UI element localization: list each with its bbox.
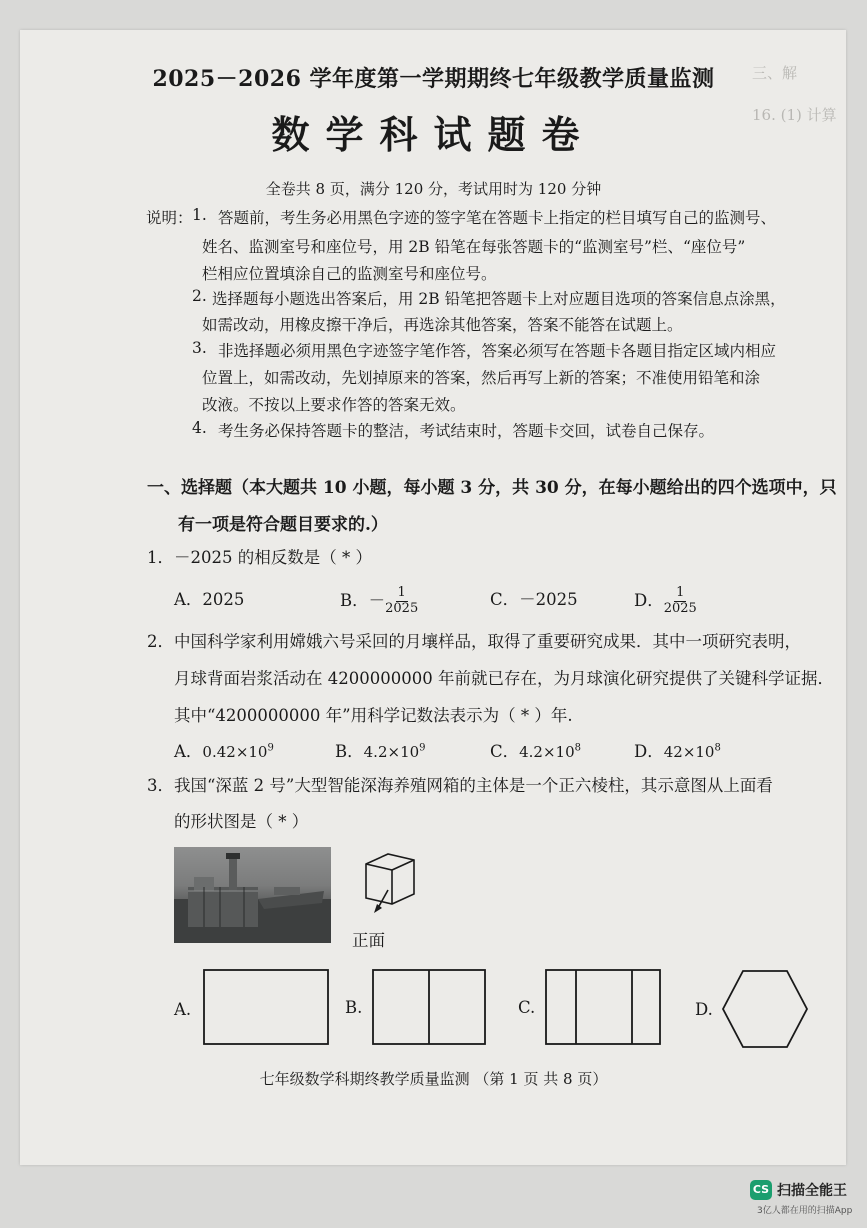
option-exponent: 8	[714, 742, 721, 754]
instruction-line: 非选择题必须用黑色字迹签字笔作答，答案必须写在答题卡各题目指定区域内相应	[218, 342, 777, 360]
instruction-line: 如需改动，用橡皮擦干净后，再选涂其他答案，答案不能答在试题上。	[202, 316, 683, 334]
page-footer: 七年级数学科期终教学质量监测 （第 1 页 共 8 页）	[259, 1070, 608, 1088]
fraction-numerator: 1	[676, 585, 685, 600]
question-2-line: 其中“4200000000 年”用科学记数法表示为（ * ）年.	[174, 706, 573, 725]
camscanner-tagline: 3亿人都在用的扫描App	[757, 1206, 853, 1216]
fraction-numerator: 1	[397, 585, 406, 600]
instruction-number: 1.	[192, 206, 207, 224]
fraction-denominator: 2025	[663, 600, 697, 616]
section-heading: 一、选择题（本大题共 10 小题，每小题 3 分，共 30 分，在每小题给出的四个选项中，只	[147, 478, 837, 498]
option-label: B．	[335, 742, 364, 761]
option-exponent: 9	[419, 742, 426, 754]
fraction-denominator: 2025	[385, 600, 419, 616]
q1-option-b-label: B．－	[340, 590, 386, 610]
q1-option-a: A．2025	[174, 590, 245, 609]
option-label: D．	[634, 742, 664, 761]
option-base: 4.2×10	[519, 743, 575, 761]
question-1-stem: 1．－2025 的相反数是（ * ）	[147, 548, 372, 567]
q1-option-b	[340, 586, 418, 617]
question-2-line: 月球背面岩浆活动在 4200000000 年前就已存在，为月球演化研究提供了关键科学证据．	[174, 669, 834, 688]
q3-option-b-label: B.	[345, 998, 363, 1017]
instruction-line: 选择题每小题选出答案后，用 2B 铅笔把答题卡上对应题目选项的答案信息点涂黑，	[212, 290, 786, 308]
q3-option-d-shape	[721, 968, 809, 1050]
q2-option-a	[174, 738, 274, 762]
option-exponent: 8	[574, 742, 582, 754]
subject-title: 数学科试题卷	[271, 112, 596, 157]
q1-option-d-fraction	[664, 586, 697, 617]
q2-option-b	[335, 738, 426, 762]
instruction-number: 2.	[192, 287, 207, 305]
question-3-line: 3．我国“深蓝 2 号”大型智能深海养殖网箱的主体是一个正六棱柱，其示意图从上面看	[147, 776, 773, 795]
option-base: 0.42×10	[202, 743, 268, 761]
aquaculture-cage-photo	[174, 847, 331, 943]
instruction-line: 改液。不按以上要求作答的答案无效。	[202, 396, 466, 414]
q2-option-d	[634, 738, 721, 762]
option-exponent: 9	[267, 742, 274, 754]
exam-meta: 全卷共 8 页，满分 120 分，考试用时为 120 分钟	[265, 180, 602, 198]
option-label: A．	[174, 742, 203, 761]
question-3-line: 的形状图是（ * ）	[174, 812, 309, 831]
option-label: C．	[490, 742, 520, 761]
q1-option-d	[634, 586, 697, 617]
instruction-number: 3.	[192, 339, 207, 357]
instruction-number: 4.	[192, 419, 207, 437]
instruction-line: 姓名、监测室号和座位号，用 2B 铅笔在每张答题卡的“监测室号”栏、“座位号”	[202, 238, 746, 256]
q1-option-d-label: D．	[634, 590, 664, 610]
q3-option-c-shape	[544, 968, 664, 1048]
q3-option-d-label: D.	[695, 1000, 713, 1019]
q1-option-b-fraction	[385, 586, 418, 617]
q3-option-c-label: C.	[518, 998, 536, 1017]
instruction-line: 栏相应位置填涂自己的监测室号和座位号。	[202, 265, 497, 283]
q1-option-c: C．－2025	[490, 590, 578, 609]
instruction-line: 答题前，考生务必用黑色字迹的签字笔在答题卡上指定的栏目填写自己的监测号、	[218, 209, 777, 227]
option-base: 42×10	[663, 743, 715, 761]
exam-title: 2025－2026 学年度第一学期期终七年级教学质量监测	[152, 66, 715, 92]
section-heading-cont: 有一项是符合题目要求的.）	[178, 515, 388, 535]
instructions-label: 说明：	[146, 209, 193, 227]
instruction-line: 位置上，如需改动，先划掉原来的答案，然后再写上新的答案；不准使用铅笔和涂	[202, 369, 761, 387]
q3-option-a-label: A.	[174, 1000, 192, 1019]
camscanner-brand: 扫描全能王	[777, 1183, 847, 1199]
front-view-label: 正面	[352, 931, 385, 950]
bleed-through-text: 16. (1) 计算	[752, 106, 837, 124]
camscanner-logo-icon: CS	[750, 1180, 772, 1200]
q2-option-c	[490, 738, 581, 762]
question-2-line: 2．中国科学家利用嫦娥六号采回的月壤样品，取得了重要研究成果．其中一项研究表明，	[147, 632, 801, 651]
instruction-line: 考生务必保持答题卡的整洁，考试结束时，答题卡交回，试卷自己保存。	[218, 422, 715, 440]
bleed-through-text: 三、解	[752, 64, 798, 82]
option-base: 4.2×10	[363, 743, 420, 761]
aquaculture-cage-illustration	[174, 847, 331, 943]
q3-option-b-shape	[371, 968, 489, 1048]
q3-option-a-shape	[202, 968, 330, 1048]
